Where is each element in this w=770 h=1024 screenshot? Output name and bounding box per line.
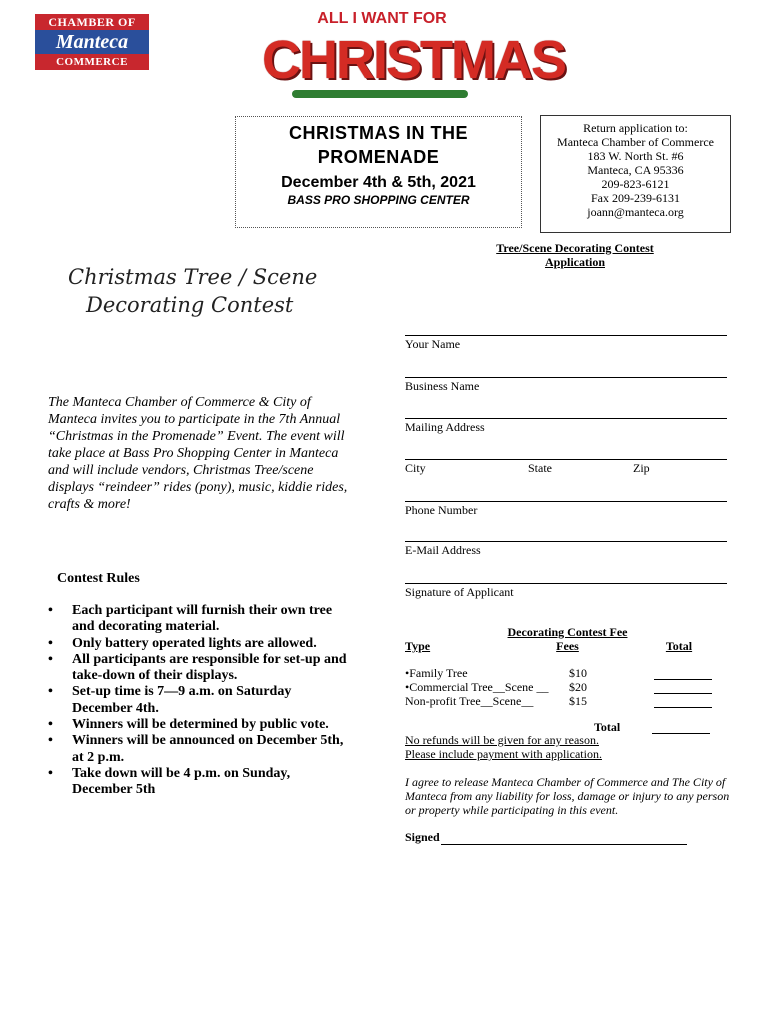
business-name-label: Business Name [405,379,480,393]
return-address-box [540,115,731,233]
application-heading-line2: Application [544,255,605,269]
rule-item: • Winners will be announced on December 5th, at 2 p.m. [48,733,348,766]
fee-total-commercial-field[interactable] [654,681,712,694]
return-line: Return application to: [583,121,688,135]
liability-agreement: I agree to release Manteca Chamber of Commerce and The City of Manteca from any liability for loss, damage or injury to any person or property while participating in this event. [405,775,730,817]
mailing-address-field[interactable] [405,418,727,419]
fee-grand-total-field[interactable] [652,721,710,734]
city-label: City [405,461,426,475]
fee-amount-family: $10 [569,666,587,680]
event-info-box [235,116,522,228]
fee-amount-nonprofit: $15 [569,694,587,708]
email-label: E-Mail Address [405,543,481,557]
event-date: December 4th & 5th, 2021 [281,174,476,191]
logo-line-manteca: Manteca [55,31,129,53]
phone-number-label: Phone Number [405,503,478,517]
event-title-line1: CHRISTMAS IN THE [289,123,468,143]
fees-total-header: Total [665,639,693,653]
state-label: State [528,461,552,475]
fee-amount-commercial: $20 [569,680,587,694]
return-line: Manteca Chamber of Commerce [557,135,714,149]
chamber-of-commerce-logo [35,14,149,70]
fees-fee-header [495,625,640,653]
event-title [236,121,521,169]
signature-label: Signature of Applicant [405,585,514,599]
fee-total-family-field[interactable] [654,667,712,680]
logo-ribbon [292,90,468,98]
event-title-line2: PROMENADE [317,147,440,167]
fee-type-commercial: •Commercial Tree__Scene __ [405,680,549,694]
email-field[interactable] [405,541,727,542]
application-heading [450,241,700,269]
event-venue: BASS PRO SHOPPING CENTER [287,193,470,207]
zip-label: Zip [633,461,650,475]
refund-line2: Please include payment with application. [405,747,602,761]
business-name-field[interactable] [405,377,727,378]
signature-field[interactable] [405,583,727,584]
all-i-want-for-christmas-logo [262,10,565,106]
signed-label: Signed [405,830,440,844]
rule-item: • Take down will be 4 p.m. on Sunday, December 5th [48,766,348,799]
rule-item: • Set-up time is 7—9 a.m. on Saturday December 4th. [48,684,348,717]
fees-fee-header-line2: Fees [556,639,579,653]
rule-item: • Each participant will furnish their own tree and decorating material. [48,603,348,636]
rule-item: • Only battery operated lights are allowed. [48,636,348,652]
fee-total-label: Total [594,720,621,734]
fees-fee-header-line1: Decorating Contest Fee [507,625,628,639]
mailing-address-label: Mailing Address [405,420,485,434]
contest-script-title [68,263,368,319]
phone-number-field[interactable] [405,501,727,502]
logo-band [35,30,149,54]
application-heading-line1: Tree/Scene Decorating Contest [496,241,654,255]
intro-paragraph: The Manteca Chamber of Commerce & City of Manteca invites you to participate in the 7th Annual “Christmas in the Promenade” Event. The event will take place at Bass Pro Shopping Center in Manteca and will include vendors, Christmas Tree/scene displays “reindeer” rides (pony), music, kiddie rides, crafts & more! [48,395,348,512]
logo-line-chamber: CHAMBER OF [35,14,149,30]
city-state-zip-field[interactable] [405,459,727,460]
rule-item: • Winners will be determined by public vote. [48,717,348,733]
return-email[interactable]: joann@manteca.org [587,205,684,219]
your-name-label: Your Name [405,337,461,351]
signed-field[interactable] [441,844,687,845]
script-title-line1: Christmas Tree / Scene [68,265,318,289]
rule-item: • All participants are responsible for set-up and take-down of their displays. [48,652,348,685]
refund-line1: No refunds will be given for any reason. [405,733,599,747]
fee-total-nonprofit-field[interactable] [654,695,712,708]
logo-line-commerce: COMMERCE [35,54,149,70]
return-line: 183 W. North St. #6 [587,149,684,163]
script-title-line2: Decorating Contest [86,293,294,317]
fee-type-nonprofit: Non-profit Tree__Scene__ [405,694,534,708]
logo-tagline: ALL I WANT FOR [317,10,447,27]
refund-notice [405,733,602,761]
return-line: Fax 209-239-6131 [591,191,680,205]
fees-type-header: Type [405,639,431,653]
logo-christmas-word: CHRISTMAS [262,30,565,90]
fee-type-family: •Family Tree [405,666,468,680]
your-name-field[interactable] [405,335,727,336]
contest-rules-title: Contest Rules [57,571,140,586]
return-line: 209-823-6121 [601,177,670,191]
contest-rules-list [48,603,348,799]
return-line: Manteca, CA 95336 [587,163,684,177]
